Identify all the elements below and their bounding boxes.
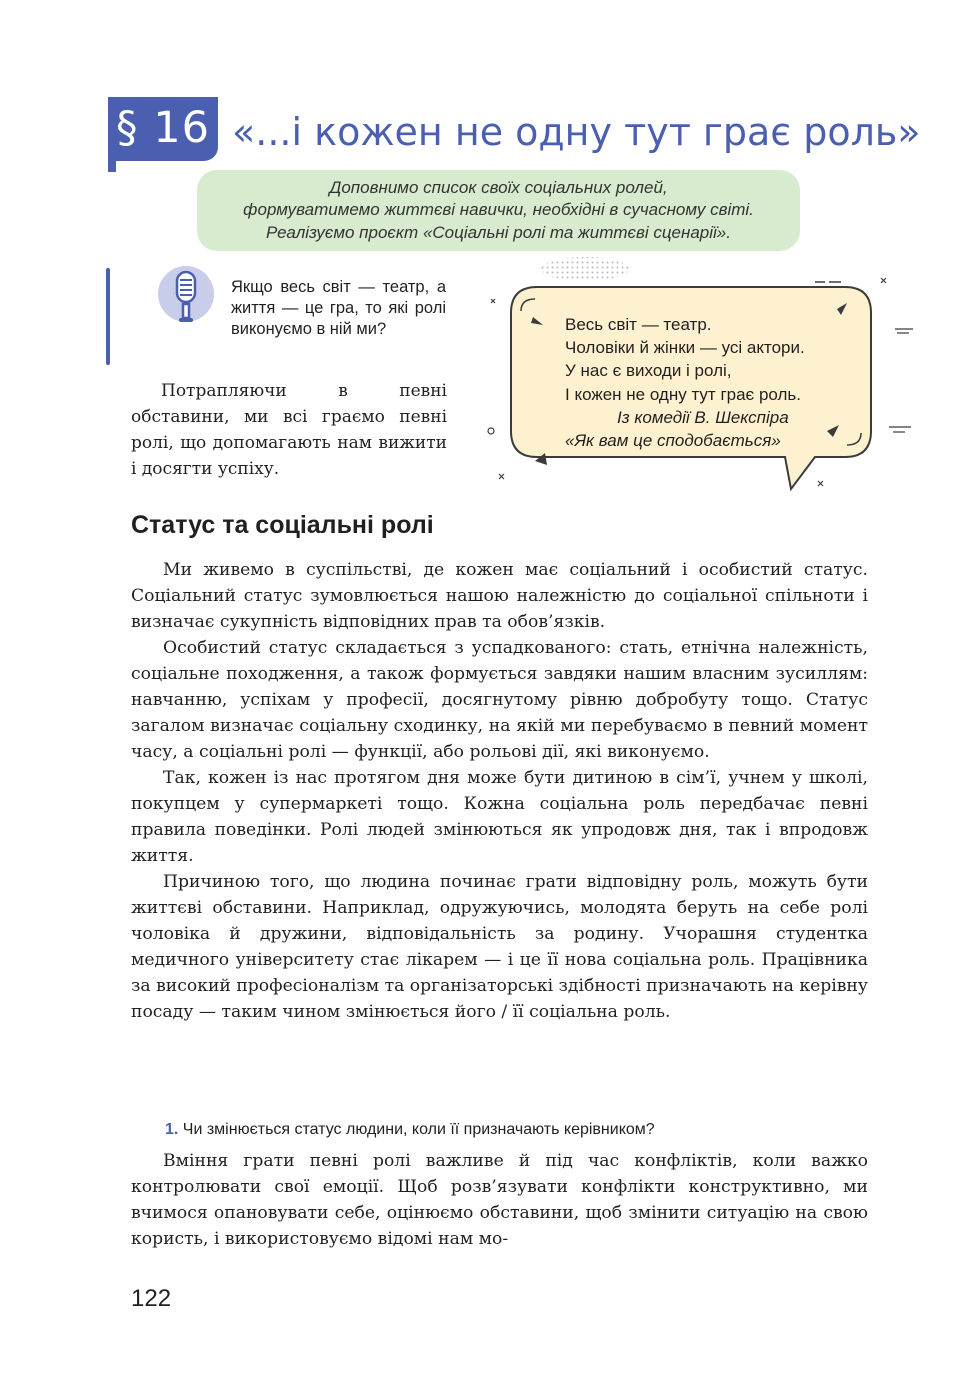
body-paragraph: Вміння грати певні ролі важливе й під час конфліктів, коли важко контролювати свої емоції. Щоб розв’язувати конфлікти конструктивно, ми вчимося опановувати себе, оцінюємо обставини, щоб змінити ситуацію на свою користь, і використовуємо відомі нам мо- (131, 1151, 868, 1249)
page-title: «...і кожен не одну тут грає роль» (232, 110, 921, 154)
intro-paragraph (131, 378, 447, 482)
page-number: 122 (131, 1285, 172, 1312)
quote-source-author: Із комедії В. Шекспіра (617, 407, 789, 427)
review-question-text: Чи змінюється статус людини, коли її призначають керівником? (182, 1121, 655, 1138)
paragraph-number-tab: § 16 (108, 97, 218, 161)
body-paragraph: Причиною того, що людина починає грати відповідну роль, можуть бути життєві обставини. Наприклад, одружуючись, молодята беруть на себе ролі чоловіка й дружини, відповідальність за родину. Учорашня студентка медичного університету стає лікарем — і це її нова соціальна роль. Працівника за високий професіоналізм та організаторські здібності призначають на керівну посаду — таким чином змінюється його / її соціальна роль. (131, 872, 868, 1022)
review-question-number: 1. (165, 1121, 179, 1138)
section-heading: Статус та соціальні ролі (131, 511, 434, 539)
goal-line: формуватимемо життєві навички, необхідні в сучасному світі. (243, 200, 754, 220)
goal-line: Доповнимо список своїх соціальних ролей, (329, 177, 668, 197)
shakespeare-quote (565, 313, 855, 452)
quote-line: У нас є виходи і ролі, (565, 361, 732, 381)
intro-question: Якщо весь світ — театр, а життя — це гра, то які ролі виконуємо в ній ми? (231, 278, 446, 338)
quote-line: Весь світ — театр. (565, 315, 712, 334)
review-question (165, 1118, 865, 1142)
quote-line: Чоловіки й жінки — усі актори. (565, 338, 805, 358)
body-paragraph: Особистий статус складається з успадкованого: стать, етнічна належність, соціальне походження, а також формується завдяки нашим власним зусиллям: навчанню, успіхам у професії, досягнутому рівню добробуту тощо. Статус загалом визначає соціальну сходинку, на якій ми перебуваємо в певний момент часу, а соціальні ролі — функції, або рольові дії, які виконуємо. (131, 638, 868, 762)
quote-line: І кожен не одну тут грає роль. (565, 384, 801, 404)
body-paragraph: Ми живемо в суспільстві, де кожен має соціальний і особистий статус. Соціальний статус зумовлюється нашою належністю до соціальної спільноти і визначає сукупність відповідних прав та обов’язків. (131, 560, 868, 632)
quote-source-title: «Як вам це сподобається» (565, 431, 781, 451)
section-body (131, 557, 868, 1025)
lesson-goals-box (197, 170, 800, 251)
side-accent-bar (106, 268, 110, 365)
section-body-continued (131, 1148, 868, 1252)
goal-line: Реалізуємо проєкт «Соціальні ролі та життєві сценарії». (266, 222, 731, 242)
microphone-icon (163, 266, 209, 330)
intro-text: Потрапляючи в певні обставини, ми всі граємо певні ролі, що допомагають нам вижити і досягти успіху. (131, 381, 447, 479)
body-paragraph: Так, кожен із нас протягом дня може бути дитиною в сім’ї, учнем у школі, покупцем у супермаркеті тощо. Кожна соціальна роль передбачає певні правила поведінки. Ролі людей змінюються як упродовж дня, так і впродовж життя. (131, 768, 868, 866)
